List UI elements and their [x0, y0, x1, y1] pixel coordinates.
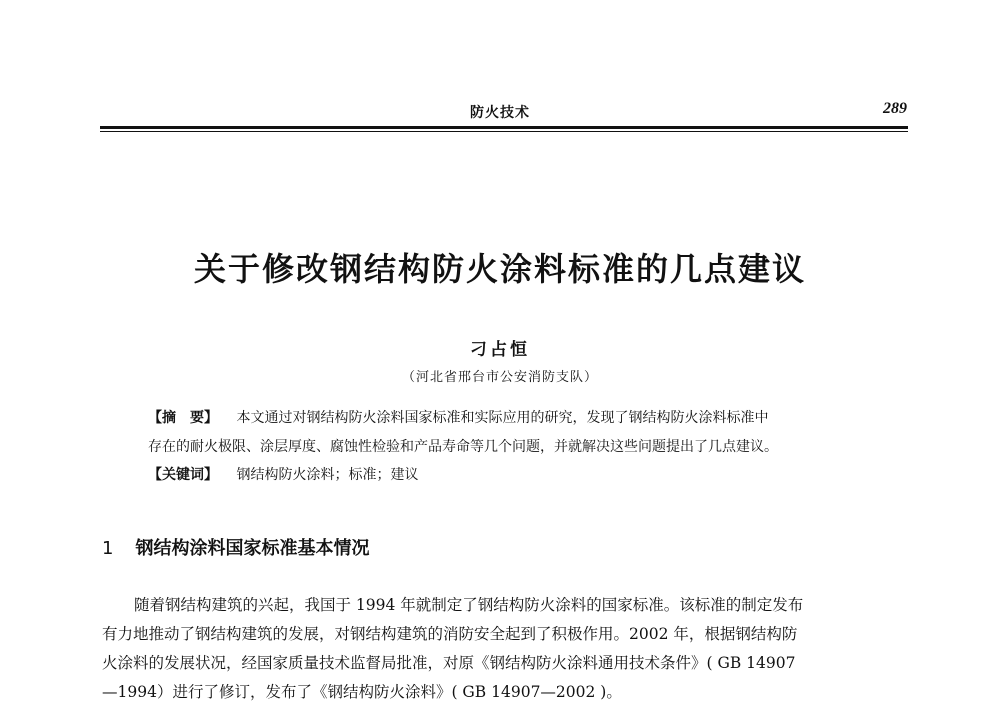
- running-header: 防火技术: [470, 105, 530, 121]
- body-line: 随着钢结构建筑的兴起，我国于 1994 年就制定了钢结构防火涂料的国家标准。该标准的制定发布: [134, 596, 804, 614]
- abstract-line-1: [148, 411, 768, 425]
- keywords-line: [148, 468, 418, 482]
- page-number: 289: [883, 100, 907, 117]
- body-line: —1994）进行了修订，发布了《钢结构防火涂料》( GB 14907—2002 )。: [102, 683, 622, 701]
- abstract-text-2: 存在的耐火极限、涂层厚度、腐蚀性检验和产品寿命等几个问题，并就解决这些问题提出了几点建议。: [148, 439, 778, 455]
- body-line: 有力地推动了钢结构建筑的发展，对钢结构建筑的消防安全起到了积极作用。2002 年，根据钢结构防: [102, 625, 798, 643]
- section-heading: [102, 534, 369, 560]
- article-title: 关于修改钢结构防火涂料标准的几点建议: [193, 250, 806, 288]
- keywords-text: 钢结构防火涂料；标准；建议: [236, 467, 419, 483]
- header-rule-thick: [100, 126, 908, 129]
- body-line: 火涂料的发展状况，经国家质量技术监督局批准，对原《钢结构防火涂料通用技术条件》( GB 14907: [102, 654, 796, 672]
- abstract-label: 【摘 要】: [148, 410, 218, 426]
- author-name: 刁占恒: [470, 340, 530, 360]
- keywords-label: 【关键词】: [148, 467, 218, 483]
- section-title: 钢结构涂料国家标准基本情况: [135, 538, 370, 559]
- abstract-text-1: 本文通过对钢结构防火涂料国家标准和实际应用的研究，发现了钢结构防火涂料标准中: [236, 410, 769, 426]
- author-affiliation: （河北省邢台市公安消防支队）: [401, 370, 598, 385]
- header-rule-thin: [100, 131, 908, 132]
- section-number: 1: [102, 538, 114, 559]
